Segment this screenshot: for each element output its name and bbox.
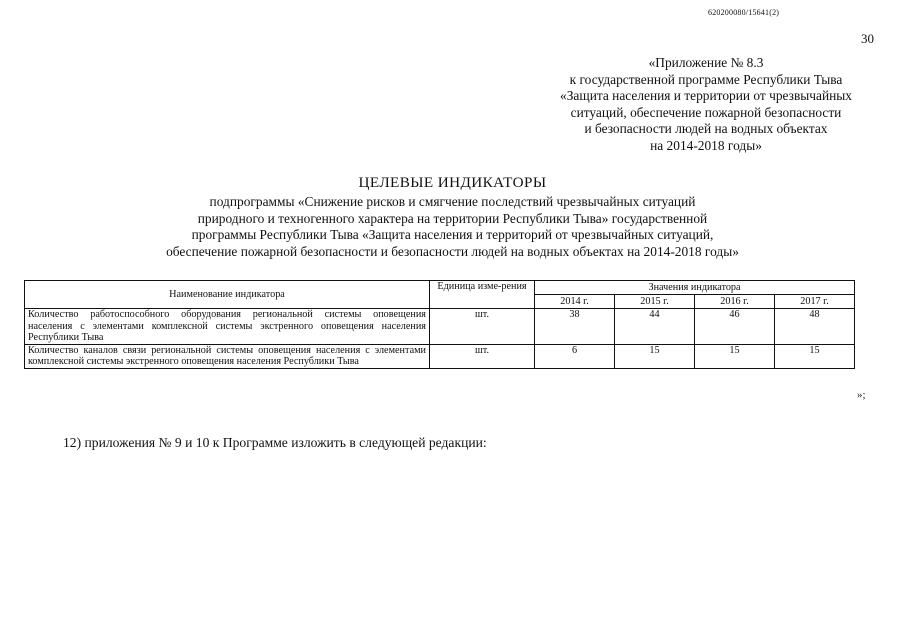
row-unit: шт. <box>430 344 535 368</box>
document-subtitle <box>0 194 905 260</box>
header-year: 2017 г. <box>775 295 855 309</box>
annex-line: на 2014-2018 годы» <box>650 137 762 153</box>
row-value: 46 <box>695 309 775 345</box>
annex-line: «Защита населения и территории от чрезвычайных <box>560 88 852 103</box>
annex-heading <box>520 55 892 154</box>
row-value: 38 <box>535 309 615 345</box>
closing-quote-mark: »; <box>857 389 866 401</box>
document-code: 620200080/15641(2) <box>708 8 780 17</box>
row-value: 44 <box>615 309 695 345</box>
row-value: 6 <box>535 344 615 368</box>
row-value: 48 <box>775 309 855 345</box>
subtitle-line: обеспечение пожарной безопасности и безопасности людей на водных объектах на 2014-2018 годы» <box>166 243 739 259</box>
table-row <box>25 344 855 368</box>
row-unit: шт. <box>430 309 535 345</box>
header-year: 2014 г. <box>535 295 615 309</box>
annex-line: ситуаций, обеспечение пожарной безопасности <box>570 104 842 120</box>
header-indicator-name: Наименование индикатора <box>25 281 430 309</box>
subtitle-line: программы Республики Тыва «Защита населения и территорий от чрезвычайных ситуаций, <box>191 227 714 242</box>
row-indicator-name: Количество работоспособного оборудования региональной системы оповещения населения с элементами комплексной системы экстренного оповещения населения Республики Тыва <box>25 309 430 345</box>
document-title: ЦЕЛЕВЫЕ ИНДИКАТОРЫ <box>358 174 547 191</box>
row-value: 15 <box>695 344 775 368</box>
row-value: 15 <box>775 344 855 368</box>
header-year: 2016 г. <box>695 295 775 309</box>
indicators-table <box>24 280 855 369</box>
annex-line: и безопасности людей на водных объектах <box>584 121 828 136</box>
row-value: 15 <box>615 344 695 368</box>
row-indicator-name: Количество каналов связи региональной системы оповещения населения с элементами комплексной системы экстренного оповещения населения Республики Тыва <box>25 344 430 368</box>
amendment-paragraph: 12) приложения № 9 и 10 к Программе изложить в следующей редакции: <box>63 435 487 450</box>
subtitle-line: подпрограммы «Снижение рисков и смягчение последствий чрезвычайных ситуаций <box>209 194 696 209</box>
header-year: 2015 г. <box>615 295 695 309</box>
annex-line: к государственной программе Республики Тыва <box>569 71 843 87</box>
header-indicator-values: Значения индикатора <box>535 281 855 295</box>
page-number: 30 <box>861 31 874 46</box>
header-unit: Единица изме-рения <box>430 281 535 309</box>
subtitle-line: природного и техногенного характера на территории Республики Тыва» государственной <box>197 210 708 226</box>
table-header-row <box>25 281 855 295</box>
annex-line: «Приложение № 8.3 <box>648 55 764 70</box>
table-row <box>25 309 855 345</box>
